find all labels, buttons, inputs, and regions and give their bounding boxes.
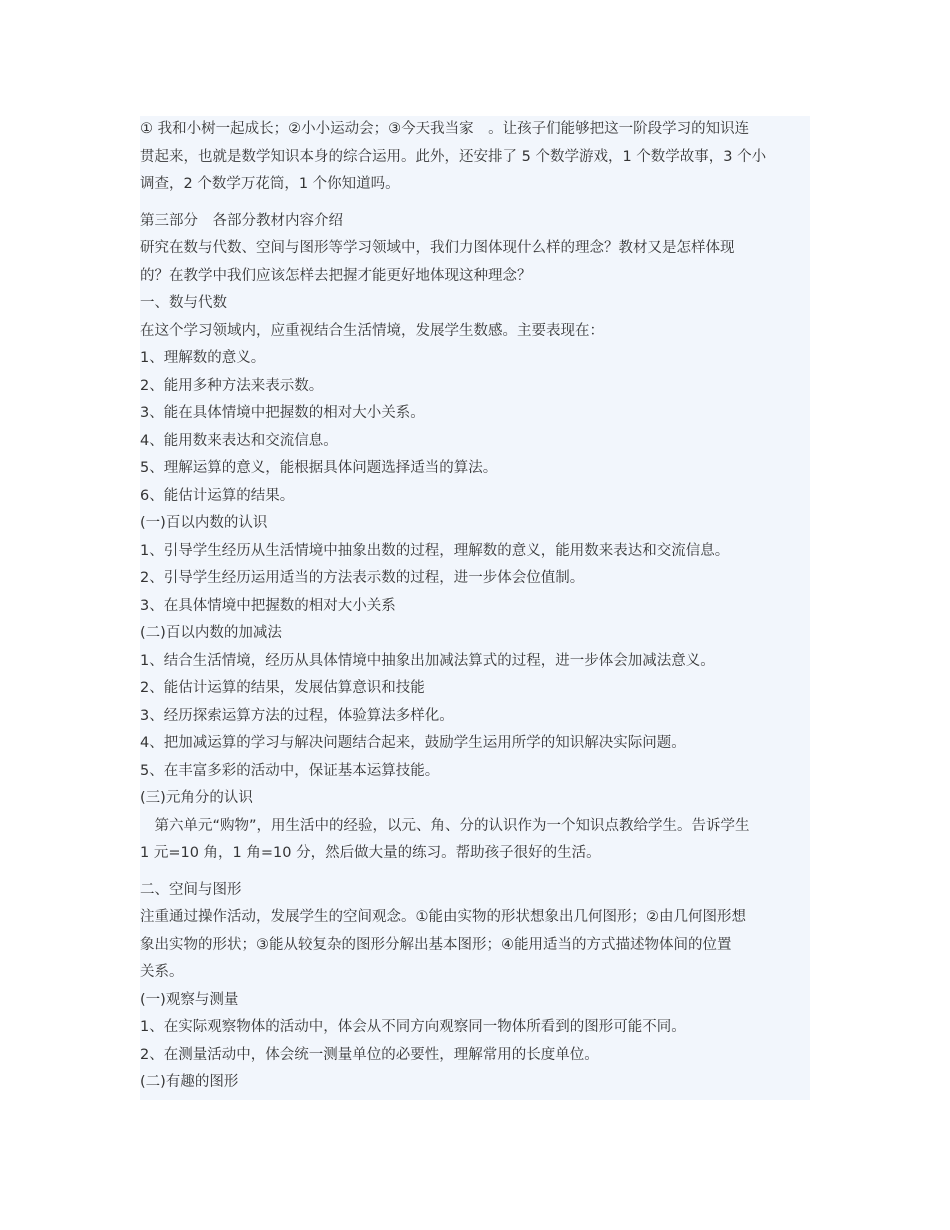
- list-item: 2、引导学生经历运用适当的方法表示数的过程，进一步体会位值制。: [140, 570, 585, 586]
- list-item: 4、把加减运算的学习与解决问题结合起来，鼓励学生运用所学的知识解决实际问题。: [140, 735, 686, 751]
- list-item: 2、能用多种方法来表示数。: [140, 377, 324, 394]
- subsection-heading: (二)有趣的图形: [140, 1074, 239, 1090]
- subsection-heading: (一)百以内数的认识: [140, 515, 268, 531]
- text-line: 的？在教学中我们应该怎样去把握才能更好地体现这种理念？: [140, 267, 532, 284]
- text-line: 第六单元“购物”，用生活中的经验，以元、角、分的认识作为一个知识点教给学生。告诉学生: [140, 817, 750, 834]
- document-body: [140, 116, 812, 1097]
- text-line: 1 元=10 角，1 角=10 分，然后做大量的练习。帮助孩子很好的生活。: [140, 845, 601, 861]
- text-line: 贯起来，也就是数学知识本身的综合运用。此外，还安排了 5 个数学游戏，1 个数学故事，3 个小: [140, 148, 767, 165]
- list-item: 1、引导学生经历从生活情境中抽象出数的过程，理解数的意义，能用数来表达和交流信息。: [140, 542, 730, 559]
- section-heading: 一、数与代数: [140, 295, 227, 311]
- text-line: 象出实物的形状；③能从较复杂的图形分解出基本图形；④能用适当的方式描述物体间的位置: [140, 936, 732, 953]
- list-item: 2、能估计运算的结果，发展估算意识和技能: [140, 680, 425, 696]
- list-item: 2、在测量活动中，体会统一测量单位的必要性，理解常用的长度单位。: [140, 1046, 599, 1063]
- section-heading: 第三部分 各部分教材内容介绍: [140, 212, 343, 229]
- text-line: 关系。: [140, 964, 184, 980]
- list-item: 1、结合生活情境，经历从具体情境中抽象出加减法算式的过程，进一步体会加减法意义。: [140, 652, 715, 669]
- list-item: 1、在实际观察物体的活动中，体会从不同方向观察同一物体所看到的图形可能不同。: [140, 1019, 686, 1035]
- text-line: 在这个学习领域内，应重视结合生活情境，发展学生数感。主要表现在：: [140, 322, 604, 339]
- text-line: 研究在数与代数、空间与图形等学习领域中，我们力图体现什么样的理念？教材又是怎样体现: [140, 240, 735, 256]
- text-line: 注重通过操作活动，发展学生的空间观念。①能由实物的形状想象出几何图形；②由几何图形想: [140, 909, 746, 925]
- list-item: 3、能在具体情境中把握数的相对大小关系。: [140, 405, 425, 421]
- text-line: 调查，2 个数学万花筒，1 个你知道吗。: [140, 176, 400, 192]
- list-item: 3、经历探索运算方法的过程，体验算法多样化。: [140, 707, 454, 724]
- list-item: 5、在丰富多彩的活动中，保证基本运算技能。: [140, 762, 440, 779]
- list-item: 3、在具体情境中把握数的相对大小关系: [140, 597, 396, 614]
- paragraph-gap: [140, 868, 812, 877]
- paragraph-gap: [140, 199, 812, 208]
- list-item: 1、理解数的意义。: [140, 350, 266, 366]
- subsection-heading: (三)元角分的认识: [140, 790, 253, 806]
- subsection-heading: (二)百以内数的加减法: [140, 625, 282, 641]
- list-item: 6、能估计运算的结果。: [140, 487, 295, 504]
- section-heading: 二、空间与图形: [140, 881, 242, 898]
- list-item: 4、能用数来表达和交流信息。: [140, 432, 338, 449]
- text-line: ① 我和小树一起成长；②小小运动会；③今天我当家 。让孩子们能够把这一阶段学习的知识连: [140, 121, 750, 137]
- subsection-heading: (一)观察与测量: [140, 991, 239, 1008]
- list-item: 5、理解运算的意义，能根据具体问题选择适当的算法。: [140, 460, 498, 476]
